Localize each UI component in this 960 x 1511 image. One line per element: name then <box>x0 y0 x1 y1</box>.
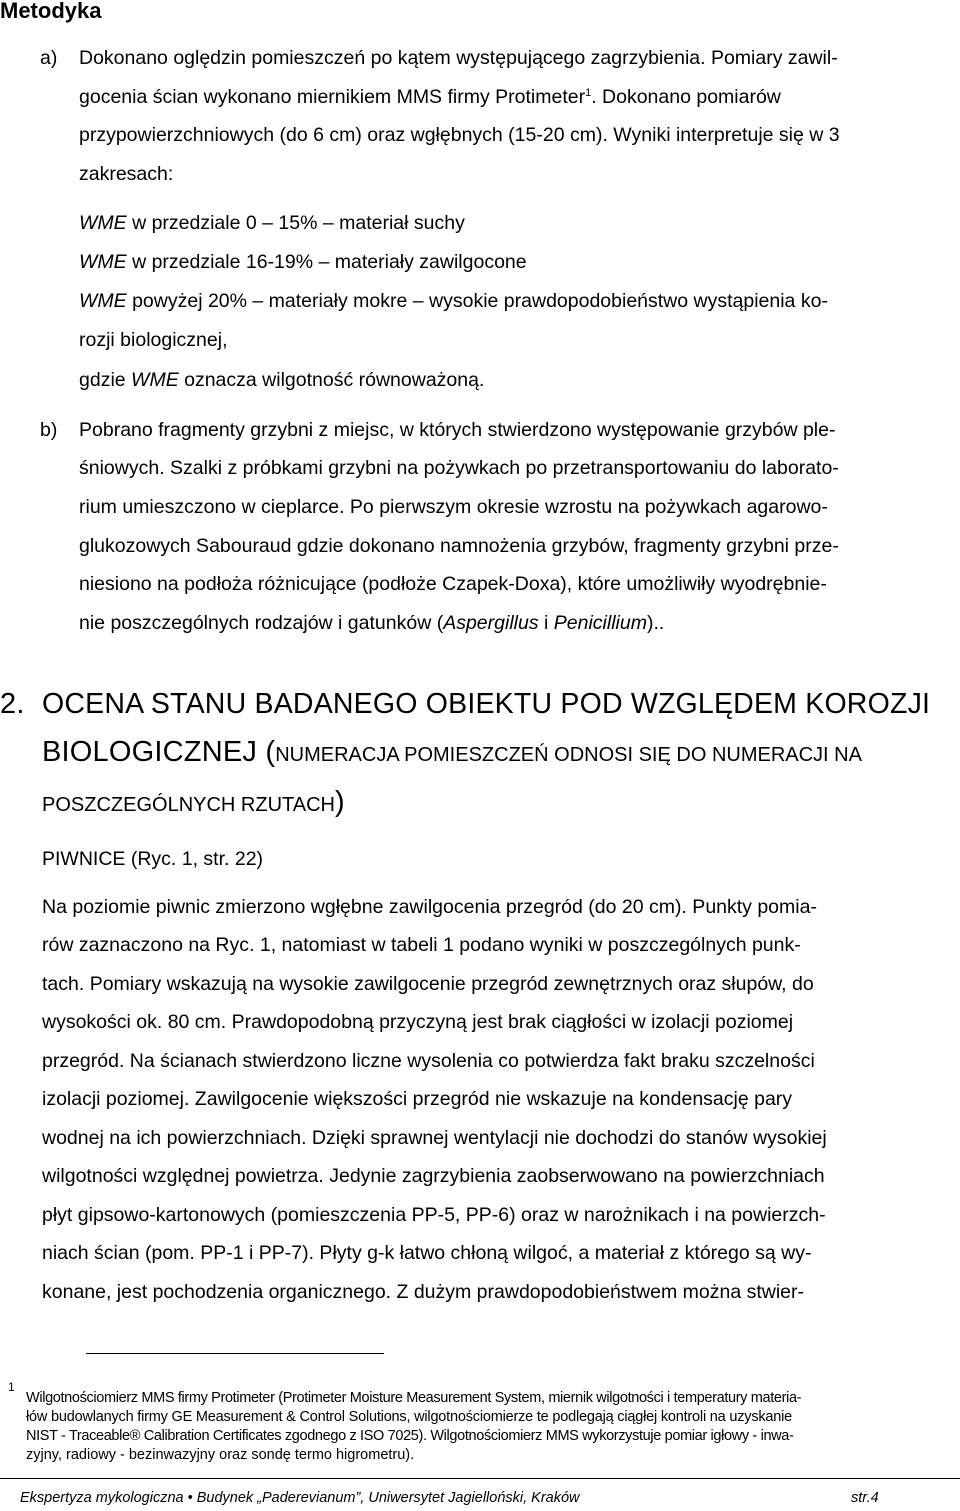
item-a-line-4: zakresach: <box>79 163 174 185</box>
wme-range-1 <box>79 213 465 233</box>
footnote-line-4: zyjny, radiowy - bezinwazyjny oraz sondę termo higrometru). <box>26 1447 415 1463</box>
footnote-line-3: NIST - Traceable® Calibration Certificates zgodnego z ISO 7025). Wilgotnościomierz MMS wykorzystuje pomiar igłowy - inwa- <box>26 1428 794 1444</box>
item-b-line-1: Pobrano fragmenty grzybni z miejsc, w których stwierdzono występowanie grzybów ple- <box>79 419 836 441</box>
body-line-6: izolacji poziomej. Zawilgocenie większości przegród nie wskazuje na kondensację pary <box>42 1088 793 1110</box>
item-a-line-2 <box>79 87 781 107</box>
body-line-8: wilgotności względnej powietrza. Jedynie zagrzybienia zaobserwowano na powierzchniach <box>42 1165 825 1187</box>
body-line-9: płyt gipsowo-kartonowych (pomieszczenia PP-5, PP-6) oraz w narożnikach i na powierzch- <box>42 1204 826 1226</box>
chapter-number: 2. <box>0 688 25 720</box>
section-title: Metodyka <box>0 0 102 23</box>
footnote-marker: 1 <box>8 1380 15 1394</box>
chapter-title-line-3-small: POSZCZEGÓLNYCH RZUTACH <box>42 794 335 816</box>
wme-term: WME <box>79 290 127 312</box>
footer-rule <box>0 1478 960 1479</box>
footnote-ref: 1 <box>585 87 592 99</box>
wme-range-3-text: powyżej 20% – materiały mokre – wysokie prawdopodobieństwo wystąpienia ko- <box>126 290 828 312</box>
item-b-line-3: rium umieszczono w cieplarce. Po pierwszym okresie wzrostu na pożywkach agarowo- <box>79 496 828 518</box>
footer-text: Ekspertyza mykologiczna • Budynek „Paderevianum”, Uniwersytet Jagielloński, Kraków <box>20 1490 580 1506</box>
chapter-title-line-3-big: ) <box>334 786 345 818</box>
footnote-separator <box>86 1353 384 1354</box>
item-a-line-2-text: gocenia ścian wykonano miernikiem MMS firmy Protimeter <box>79 86 586 108</box>
wme-term: WME <box>79 251 127 273</box>
wme-range-2 <box>79 252 527 272</box>
body-line-11: konane, jest pochodzenia organicznego. Z dużym prawdopodobieństwem można stwier- <box>42 1281 805 1303</box>
chapter-title-line-3 <box>42 786 345 819</box>
body-line-10: niach ścian (pom. PP-1 i PP-7). Płyty g-k łatwo chłoną wilgoć, a materiał z którego są wy- <box>42 1242 812 1264</box>
item-b-line-2: śniowych. Szalki z próbkami grzybni na pożywkach po przetransportowaniu do laborato- <box>79 457 839 479</box>
item-b-marker: b) <box>40 419 58 441</box>
page-label: str. <box>851 1490 871 1506</box>
item-b-line-5: niesiono na podłoża różnicujące (podłoże Czapek-Doxa), które umożliwiły wyodrębnie- <box>79 573 827 595</box>
wme-definition-pre: gdzie <box>79 369 132 391</box>
wme-range-3-cont: rozji biologicznej, <box>79 329 228 351</box>
genus-penicillium: Penicillium <box>553 612 647 634</box>
chapter-title-line-2 <box>42 736 862 769</box>
wme-range-1-text: w przedziale 0 – 15% – materiał suchy <box>126 212 465 234</box>
chapter-title-line-2-big: BIOLOGICZNEJ ( <box>42 736 276 768</box>
item-a-marker: a) <box>40 47 58 69</box>
wme-range-2-text: w przedziale 16-19% – materiały zawilgocone <box>126 251 527 273</box>
body-line-2: rów zaznaczono na Ryc. 1, natomiast w tabeli 1 podano wyniki w poszczególnych punk- <box>42 934 801 956</box>
wme-range-3 <box>79 291 828 311</box>
genus-aspergillus: Aspergillus <box>443 612 539 634</box>
body-line-7: wodnej na ich powierzchniach. Dzięki sprawnej wentylacji nie dochodzi do stanów wysokiej <box>42 1127 827 1149</box>
body-line-3: tach. Pomiary wskazują na wysokie zawilgocenie przegród zewnętrznych oraz słupów, do <box>42 973 814 995</box>
item-b-line-6-post: ).. <box>646 612 665 634</box>
item-b-line-6-pre: nie poszczególnych rodzajów i gatunków ( <box>79 612 444 634</box>
item-b-line-6 <box>79 613 664 633</box>
footnote-line-1: Wilgotnościomierz MMS firmy Protimeter (Protimeter Moisture Measurement System, miernik wilgotności i temperatury materia- <box>26 1390 802 1406</box>
page-number-value: 4 <box>870 1490 879 1506</box>
item-b-line-6-mid: i <box>538 612 554 634</box>
body-line-5: przegród. Na ścianach stwierdzono liczne wysolenia co potwierdza fakt braku szczelności <box>42 1050 815 1072</box>
item-b-line-4: glukozowych Sabouraud gdzie dokonano namnożenia grzybów, fragmenty grzybni prze- <box>79 535 839 557</box>
body-line-1: Na poziomie piwnic zmierzono wgłębne zawilgocenia przegród (do 20 cm). Punkty pomia- <box>42 896 817 918</box>
wme-term: WME <box>131 369 179 391</box>
footnote-line-2: łów budowlanych firmy GE Measurement & Control Solutions, wilgotnościomierze te podlegają ciągłej kontroli na uzyskanie <box>26 1409 793 1425</box>
page-number <box>851 1490 879 1506</box>
item-a-line-3: przypowierzchniowych (do 6 cm) oraz wgłębnych (15-20 cm). Wyniki interpretuje się w 3 <box>79 124 840 146</box>
subsection-title: PIWNICE (Ryc. 1, str. 22) <box>42 848 264 870</box>
chapter-title-line-1: OCENA STANU BADANEGO OBIEKTU POD WZGLĘDEM KOROZJI <box>42 688 931 720</box>
wme-term: WME <box>79 212 127 234</box>
body-line-4: wysokości ok. 80 cm. Prawdopodobną przyczyną jest brak ciągłości w izolacji poziomej <box>42 1011 794 1033</box>
item-a-line-1: Dokonano oględzin pomieszczeń po kątem występującego zagrzybienia. Pomiary zawil- <box>79 47 838 69</box>
wme-definition <box>79 370 484 390</box>
item-a-line-2-tail: . Dokonano pomiarów <box>591 86 781 108</box>
wme-definition-post: oznacza wilgotność równoważoną. <box>178 369 485 391</box>
chapter-title-line-2-small: NUMERACJA POMIESZCZEŃ ODNOSI SIĘ DO NUMERACJI NA <box>275 744 862 766</box>
